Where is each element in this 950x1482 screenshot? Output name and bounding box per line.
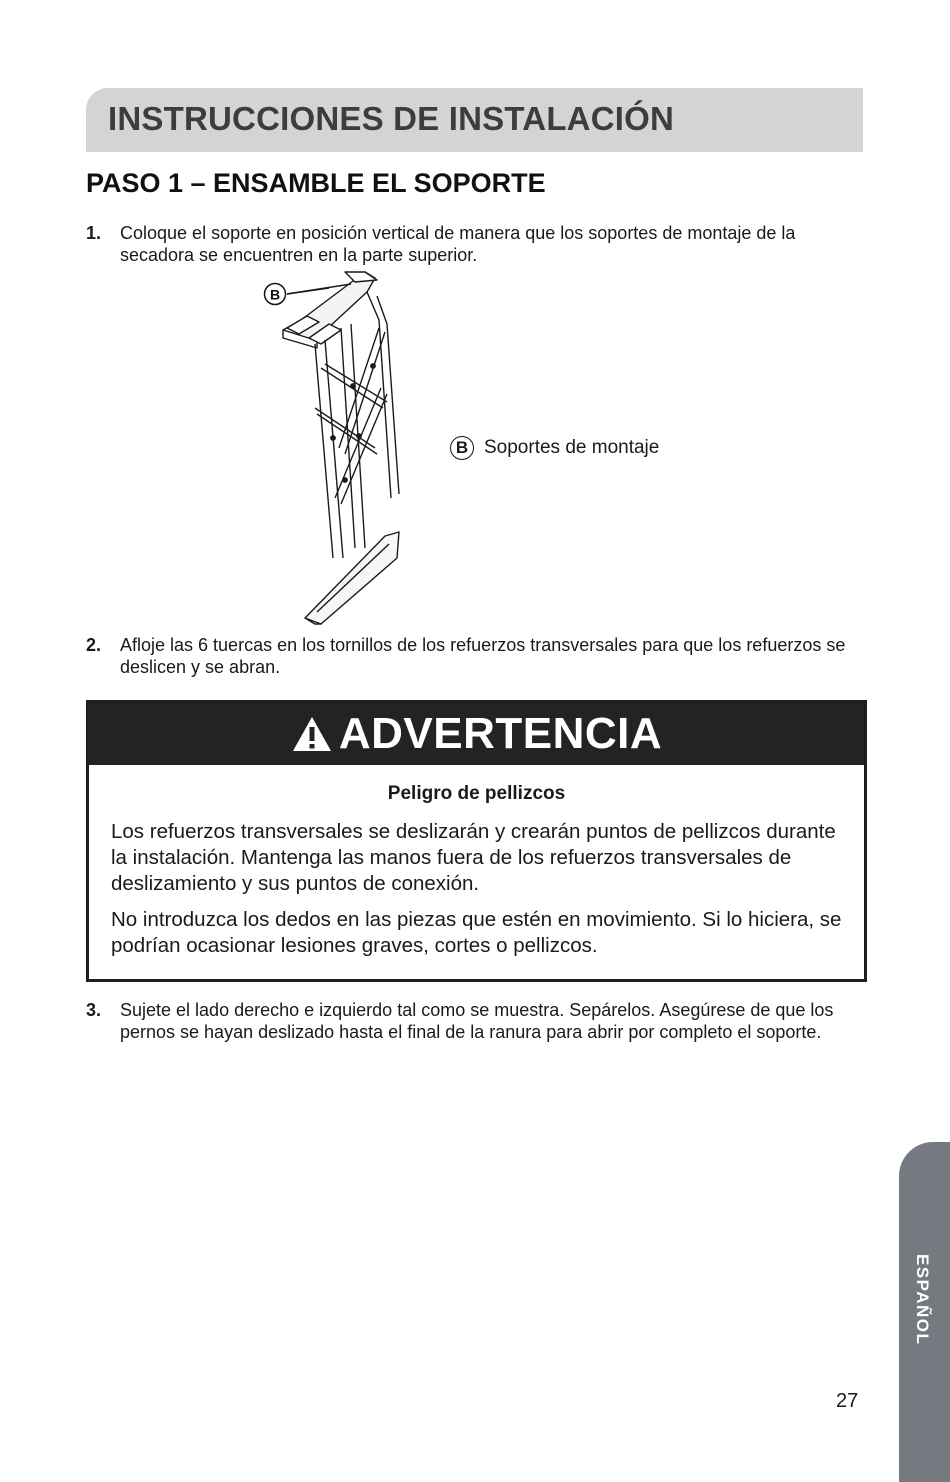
stand-drawing xyxy=(255,268,405,626)
instruction-text: Afloje las 6 tuercas en los tornillos de los refuerzos transversales para que los refuerzos se deslicen y se abran. xyxy=(120,635,846,677)
warning-title: ADVERTENCIA xyxy=(338,709,663,758)
language-label: ESPAÑOL xyxy=(913,1254,932,1346)
section-header xyxy=(86,88,863,152)
legend-marker: B xyxy=(450,436,474,460)
instruction-1 xyxy=(86,222,866,266)
warning-paragraph-2: No introduzca los dedos en las piezas que estén en movimiento. Si lo hiciera, se podrían ocasionar lesiones graves, cortes o pellizcos. xyxy=(111,908,842,957)
instruction-2 xyxy=(86,634,866,678)
section-title: INSTRUCCIONES DE INSTALACIÓN xyxy=(108,100,675,137)
legend-text: Soportes de montaje xyxy=(484,437,660,458)
language-tab xyxy=(899,1142,950,1482)
step-title: PASO 1 – ENSAMBLE EL SOPORTE xyxy=(86,168,546,198)
instruction-3 xyxy=(86,999,866,1043)
page-number: 27 xyxy=(836,1390,859,1412)
warning-subtitle: Peligro de pellizcos xyxy=(387,783,566,804)
callout-marker-b: B xyxy=(269,286,281,303)
instruction-text: Coloque el soporte en posición vertical de manera que los soportes de montaje de la secadora se encuentren en la parte superior. xyxy=(120,223,796,265)
instruction-number: 1. xyxy=(86,223,102,243)
figure-legend xyxy=(450,436,659,460)
stand-illustration xyxy=(255,268,405,626)
warning-paragraph-1: Los refuerzos transversales se deslizarán y crearán puntos de pellizcos durante la instalación. Mantenga las manos fuera de los refuerzos transversales de deslizamiento y sus puntos de conexión. xyxy=(111,820,836,895)
warning-triangle-icon xyxy=(291,715,333,753)
instruction-number: 2. xyxy=(86,635,102,655)
warning-header xyxy=(89,703,864,765)
instruction-number: 3. xyxy=(86,1000,102,1020)
warning-box xyxy=(86,700,867,982)
instruction-text: Sujete el lado derecho e izquierdo tal como se muestra. Sepárelos. Asegúrese de que los pernos se hayan deslizado hasta el final de la ranura para abrir por completo el soporte. xyxy=(120,1000,834,1042)
